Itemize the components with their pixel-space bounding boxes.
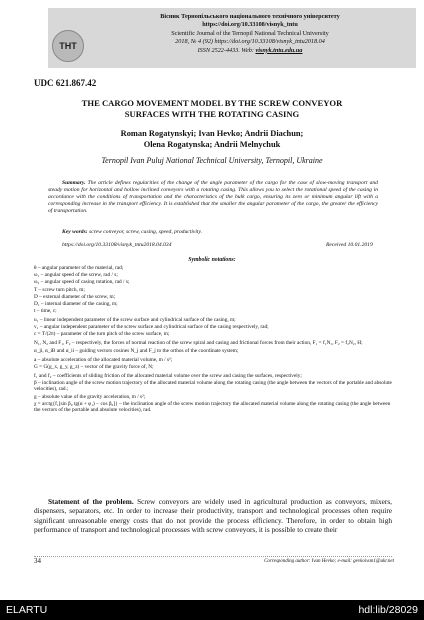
symbol-item: D – external diameter of the screw, m; [34, 293, 116, 300]
keywords-label: Key words: [62, 229, 88, 235]
statement-paragraph [34, 497, 392, 534]
statement-label: Statement of the problem. [48, 497, 134, 506]
authors [40, 128, 384, 150]
issn-text: ISSN 2522-4433. Web: [197, 46, 256, 54]
summary-label: Summary. [62, 180, 86, 186]
symbol-item: t – time, c; [34, 308, 57, 315]
repository-name: ELARTU [6, 604, 48, 616]
symbol-item: N₁, N₂ and F₁, F₂ – respectively, the forces of normal reaction of the screw spiral and casing and frictional forces from their action, F₁ = f₁N₁, F₂ = f₂N₂, H; [34, 339, 363, 346]
journal-header-text [88, 13, 412, 55]
statement-text: Screw conveyors are widely used in agricultural production as conveyors, mixers, dispensers, separators, etc. In order to increase their productivity, transport and technological processes often require significant unreasonable energy costs that do not provide the process efficiency. Therefore, in order to obtain high performance of transport and technological processes with screw conveyors, it is possible to create their [34, 497, 392, 534]
authors-line: Olena Rogatynska; Andrii Melnychuk [143, 140, 281, 149]
udc-code: UDC 621.867.42 [34, 78, 97, 88]
symbol-item: v₁ – angular independent parameter of the screw surface and cylindrical surface of the casing respectively, rad; [34, 323, 269, 330]
symbol-item: χ = arctg{f₁[sin β₀ tg(α + φ₁) − cos β₀]} – the inclination angle of the screw motion trajectory the allocated material volume along the rotating casing (the angle between the vectors of the portable and absolute velocities), rad. [34, 400, 391, 414]
article-title [40, 98, 384, 120]
symbols-list [34, 265, 392, 415]
journal-logo: ТНТ [52, 30, 84, 62]
corresponding-author: Corresponding author: Ivan Hevko; e-mail: gevkoivan1@ukr.net [264, 559, 394, 564]
journal-name-en: Scientific Journal of the Ternopil National Technical University [171, 29, 329, 37]
keywords [62, 229, 382, 235]
keywords-text: screw conveyor, screw, casing, speed, productivity. [89, 229, 203, 235]
symbol-item: c = T/(2π) – parameter of the turn pitch of the screw surface, m; [34, 331, 170, 338]
summary-text: The article defines regularities of the change of the angle parameter of the cargo for the case of slow-moving transport and steady motion for horizontal and hollow inclined conveyors with a rotating casing. This allows you to select the rotational speed of the casing in accordance with the conditions of transportation and the characteristics of the bulk cargo, ensuring its zero or minimum angular lift with a corresponding increase in the transport efficiency. It is established that the smaller the angular parameter of the cargo, the greater the efficiency of transportation. [48, 180, 378, 214]
title-line: SURFACES WITH THE ROTATING CASING [124, 109, 300, 119]
symbol-item: G = G(g_x, g_y, g_z) – vector of the gravity force of, N; [34, 364, 154, 371]
journal-doi: https://doi.org/10.33108/visnyk_tntu [202, 21, 298, 29]
footer-rule [34, 556, 392, 557]
symbol-item: a – absolute acceleration of the allocated material volume, m / s²; [34, 356, 173, 363]
issue-info: 2018, № 4 (92) https://doi.org/10.33108/visnyk_tntu2018.04 [175, 38, 325, 46]
summary-paragraph [48, 180, 378, 215]
symbol-item: β – inclination angle of the screw motion trajectory of the allocated material volume along the rotating casing (the angle between the vectors of the portable and absolute velocities), rad.; [34, 379, 392, 393]
symbol-item: T – screw turn pitch, m; [34, 286, 85, 293]
article-doi[interactable]: https://doi.org/10.33108/visnyk_tntu2018.04.034 [62, 242, 172, 248]
symbol-item: ω₁ – angular speed of the screw, rad / s; [34, 272, 118, 279]
journal-website-link[interactable]: visnyk.tntu.edu.ua [255, 46, 303, 54]
symbol-item: u₁ – linear independent parameter of the screw surface and cylindrical surface of the casing, m; [34, 316, 236, 323]
symbol-item: θ – angular parameter of the material, rad; [34, 265, 124, 271]
affiliation: Ternopil Ivan Puluj National Technical University, Ternopil, Ukraine [101, 156, 323, 165]
handle-id[interactable]: hdl:lib/28029 [358, 604, 418, 616]
symbol-item: D₁ – internal diameter of the casing, m; [34, 300, 118, 307]
authors-line: Roman Rogatynskyi; Ivan Hevko; Andrii Diachun; [120, 129, 304, 138]
symbol-item: f₁ and f₂ – coefficients of sliding friction of the allocated material volume over the screw and casing the surfaces, respectively; [34, 372, 302, 379]
title-line: THE CARGO MOVEMENT MODEL BY THE SCREW CONVEYOR [81, 98, 343, 108]
symbol-item: α_ji, α_iB and α_ii – guiding vectors cosines N_j and F_j to the orthos of the coordinate system; [34, 348, 239, 355]
symbol-item: g – absolute value of the gravity acceleration, m / s²; [34, 393, 146, 400]
symbol-item: ω₂ – angular speed of casing rotation, rad / s; [34, 279, 130, 286]
journal-name-ua: Вісник Тернопільського національного технічного університету [160, 13, 340, 20]
issn-line [88, 47, 412, 55]
page-number: 34 [34, 557, 41, 565]
received-date: Received 10.01.2019 [326, 242, 373, 248]
symbols-heading: Symbolic notations: [188, 257, 236, 263]
